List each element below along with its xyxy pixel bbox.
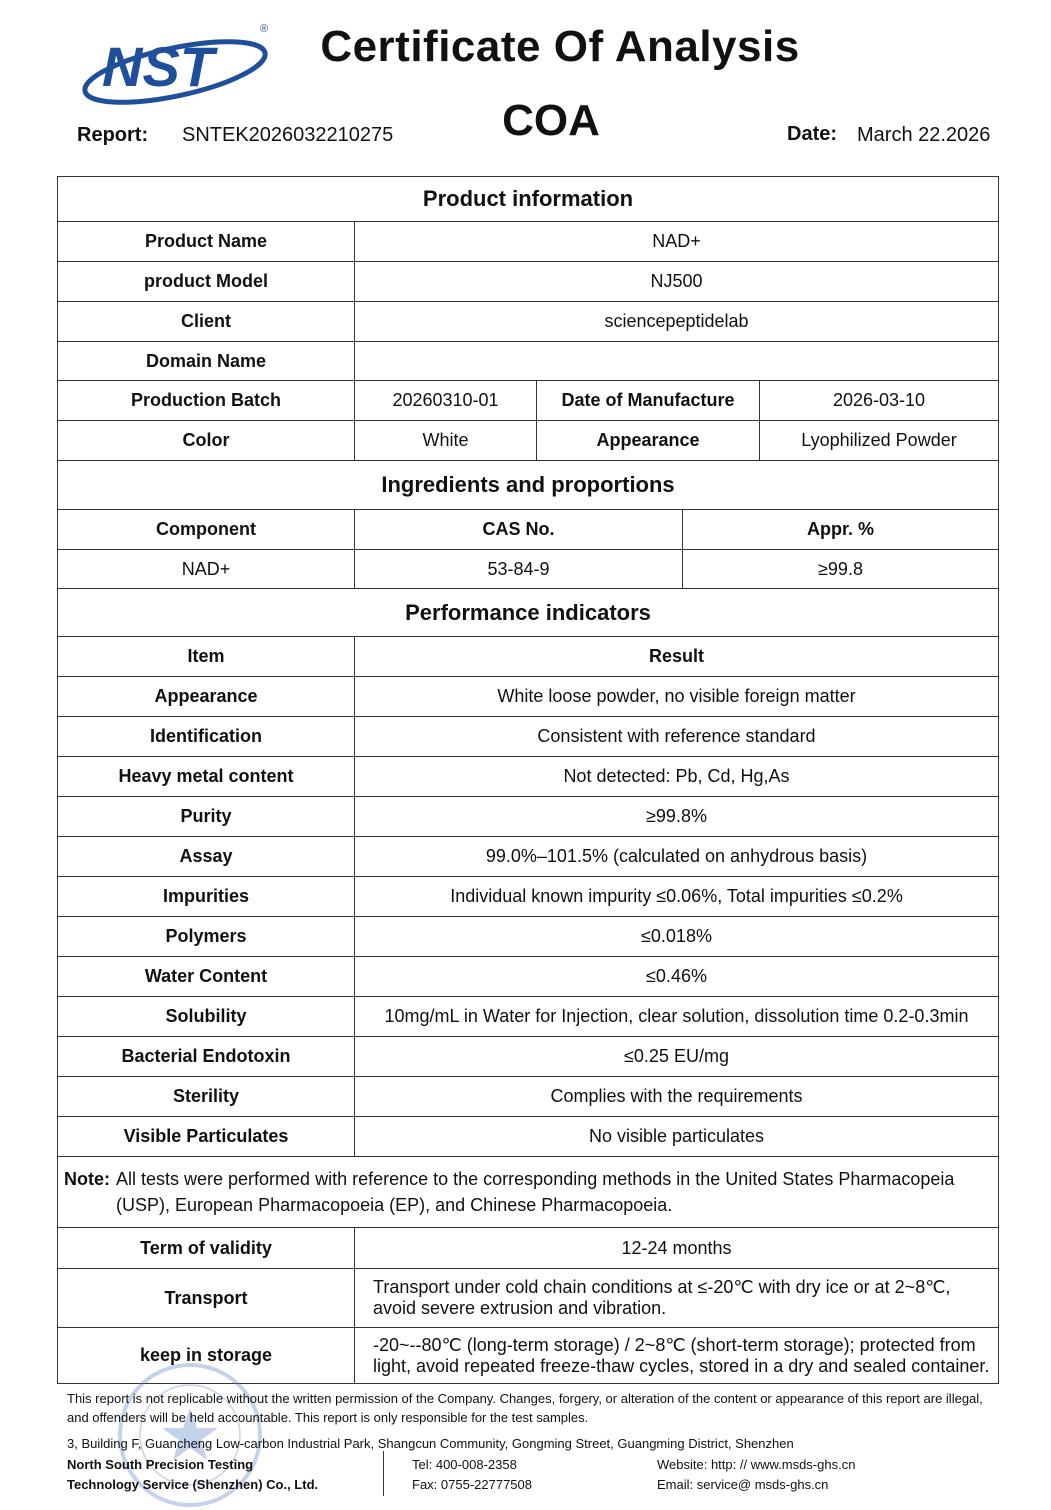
table-row [58, 917, 999, 957]
table-row [58, 717, 999, 757]
report-label: Report: [77, 124, 149, 146]
svg-text:®: ® [260, 23, 269, 35]
result-header: Result [355, 637, 999, 677]
product-name-value: NAD+ [355, 222, 999, 262]
performance-item: Identification [58, 717, 355, 757]
color-label: Color [58, 421, 355, 461]
batch-label: Production Batch [58, 381, 355, 421]
performance-result: 99.0%–101.5% (calculated on anhydrous basis) [355, 837, 999, 877]
footer-web-block [657, 1455, 855, 1495]
section-ingredients: Ingredients and proportions [58, 461, 999, 510]
performance-item: Water Content [58, 957, 355, 997]
performance-item: Bacterial Endotoxin [58, 1037, 355, 1077]
table-row [58, 1037, 999, 1077]
client-value: sciencepeptidelab [355, 302, 999, 342]
table-row [58, 877, 999, 917]
validity-label: Term of validity [58, 1228, 355, 1269]
performance-item: Appearance [58, 677, 355, 717]
appr-value: ≥99.8 [683, 550, 999, 589]
client-label: Client [58, 302, 355, 342]
validity-value: 12-24 months [355, 1228, 999, 1269]
component-value: NAD+ [58, 550, 355, 589]
table-row [58, 1077, 999, 1117]
performance-result: ≤0.25 EU/mg [355, 1037, 999, 1077]
batch-value: 20260310-01 [355, 381, 537, 421]
footer-email[interactable]: Email: service@ msds-ghs.cn [657, 1477, 829, 1492]
performance-item: Impurities [58, 877, 355, 917]
performance-item: Solubility [58, 997, 355, 1037]
report-number: SNTEK2026032210275 [182, 124, 394, 146]
table-row [58, 797, 999, 837]
item-header: Item [58, 637, 355, 677]
table-row [58, 677, 999, 717]
footer-disclaimer: This report is not replicable without the written permission of the Company. Changes, forgery, or alteration of the content or appearance of this report are illegal, and offenders will be held accountable. This report is only responsible for the test samples. [67, 1391, 983, 1425]
coa-table [57, 176, 999, 1384]
storage-value: -20~--80℃ (long-term storage) / 2~8℃ (short-term storage); protected from light, avoid repeated freeze-thaw cycles, stored in a dry and sealed container. [355, 1328, 999, 1384]
section-product-info: Product information [58, 177, 999, 222]
note-cell [58, 1157, 999, 1228]
footer-address: 3, Building F, Guancheng Low-carbon Industrial Park, Shangcun Community, Gongming Street, Guangming District, Shenzhen [67, 1436, 794, 1451]
performance-item: Assay [58, 837, 355, 877]
model-value: NJ500 [355, 262, 999, 302]
note-text: All tests were performed with reference to the corresponding methods in the United States Pharmacopeia (USP), European Pharmacopoeia (EP), and Chinese Pharmacopoeia. [116, 1169, 955, 1215]
component-header: Component [58, 510, 355, 550]
cas-header: CAS No. [355, 510, 683, 550]
table-row [58, 837, 999, 877]
table-row [58, 757, 999, 797]
footer-website[interactable]: Website: http: // www.msds-ghs.cn [657, 1457, 856, 1472]
domain-label: Domain Name [58, 342, 355, 381]
footer-company [67, 1455, 318, 1495]
performance-result: ≥99.8% [355, 797, 999, 837]
appr-header: Appr. % [683, 510, 999, 550]
table-row [58, 1117, 999, 1157]
model-label: product Model [58, 262, 355, 302]
note-label: Note: [64, 1169, 110, 1189]
footer-fax: Fax: 0755-22777508 [412, 1477, 532, 1492]
performance-item: Sterility [58, 1077, 355, 1117]
performance-result: White loose powder, no visible foreign matter [355, 677, 999, 717]
performance-result: Consistent with reference standard [355, 717, 999, 757]
cas-value: 53-84-9 [355, 550, 683, 589]
footer-divider [383, 1451, 384, 1496]
storage-label: keep in storage [58, 1328, 355, 1384]
color-value: White [355, 421, 537, 461]
company-name-line1: North South Precision Testing [67, 1457, 254, 1472]
mfg-date-label: Date of Manufacture [537, 381, 760, 421]
section-performance: Performance indicators [58, 589, 999, 637]
mfg-date-value: 2026-03-10 [760, 381, 999, 421]
svg-text:NST: NST [102, 35, 214, 98]
product-name-label: Product Name [58, 222, 355, 262]
performance-result: Not detected: Pb, Cd, Hg,As [355, 757, 999, 797]
performance-item: Purity [58, 797, 355, 837]
appearance-value: Lyophilized Powder [760, 421, 999, 461]
report-date: March 22.2026 [857, 124, 991, 146]
performance-result: 10mg/mL in Water for Injection, clear solution, dissolution time 0.2-0.3min [355, 997, 999, 1037]
page-title: Certificate Of Analysis [320, 22, 800, 71]
date-label: Date: [787, 123, 838, 145]
company-name-line2: Technology Service (Shenzhen) Co., Ltd. [67, 1477, 319, 1492]
performance-item: Polymers [58, 917, 355, 957]
transport-value: Transport under cold chain conditions at ≤-20℃ with dry ice or at 2~8℃, avoid severe extrusion and vibration. [355, 1269, 999, 1328]
performance-result: ≤0.46% [355, 957, 999, 997]
footer-tel: Tel: 400-008-2358 [412, 1457, 517, 1472]
domain-value [355, 342, 999, 381]
transport-label: Transport [58, 1269, 355, 1328]
performance-result: ≤0.018% [355, 917, 999, 957]
table-row [58, 997, 999, 1037]
performance-result: Individual known impurity ≤0.06%, Total impurities ≤0.2% [355, 877, 999, 917]
performance-item: Heavy metal content [58, 757, 355, 797]
table-row [58, 957, 999, 997]
performance-item: Visible Particulates [58, 1117, 355, 1157]
appearance-label: Appearance [537, 421, 760, 461]
page-subtitle: COA [502, 96, 600, 145]
performance-result: No visible particulates [355, 1117, 999, 1157]
footer-phone-block [412, 1455, 532, 1495]
performance-result: Complies with the requirements [355, 1077, 999, 1117]
